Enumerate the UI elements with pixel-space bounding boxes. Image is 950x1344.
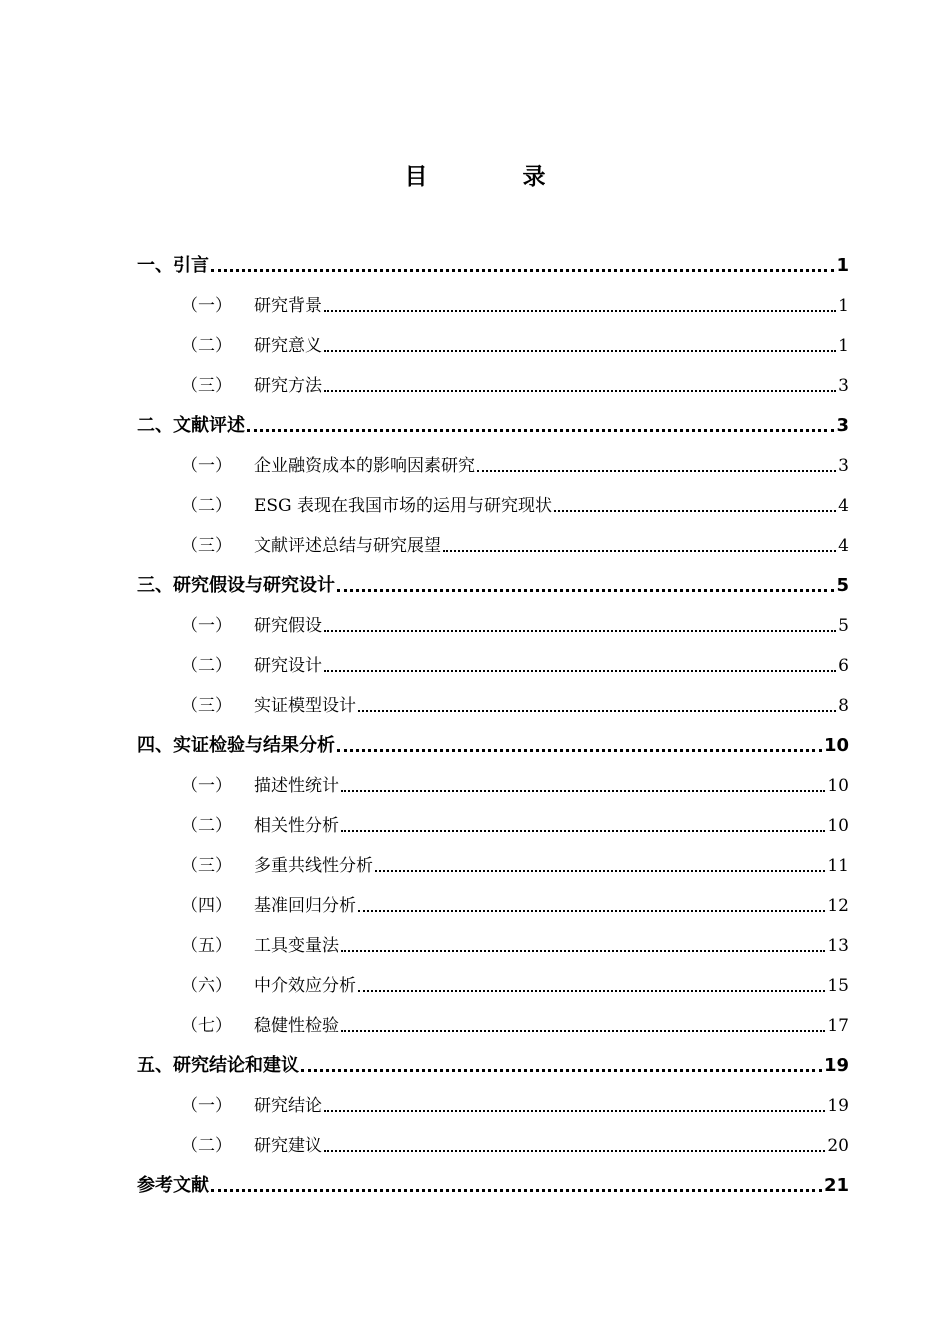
toc-section-entry[interactable] [137, 278, 849, 318]
toc-page-number: 13 [827, 936, 849, 956]
dot-leader [211, 1189, 822, 1192]
toc-entry-label [181, 934, 339, 958]
dot-leader [337, 749, 822, 752]
toc-section-entry[interactable] [137, 678, 849, 718]
toc-section-number: （二） [181, 336, 232, 356]
toc-page-number: 10 [827, 816, 849, 836]
toc-section-title: 文献评述总结与研究展望 [254, 536, 441, 556]
toc-entry-label: 四、实证检验与结果分析 [137, 735, 335, 756]
toc-section-number: （七） [181, 1016, 232, 1036]
toc-section-entry[interactable] [137, 838, 849, 878]
toc-section-title: 稳健性检验 [254, 1016, 339, 1036]
toc-section-title: 多重共线性分析 [254, 856, 373, 876]
toc-entry-label [181, 654, 322, 678]
toc-page-number: 5 [836, 575, 849, 596]
toc-section-number: （六） [181, 976, 232, 996]
toc-entry-label [181, 334, 322, 358]
toc-chapter-entry[interactable] [137, 1158, 849, 1198]
toc-section-entry[interactable] [137, 358, 849, 398]
toc-section-title: 研究背景 [254, 296, 322, 316]
toc-page-number: 15 [827, 976, 849, 996]
toc-entry-label [181, 974, 356, 998]
toc-entry-label [181, 814, 339, 838]
toc-entry-label [181, 1094, 322, 1118]
dot-leader [324, 390, 836, 392]
toc-entry-label [181, 774, 339, 798]
dot-leader [341, 1030, 825, 1032]
toc-entry-label [181, 614, 322, 638]
dot-leader [324, 1110, 825, 1112]
toc-entry-label [181, 1134, 322, 1158]
toc-page-number: 1 [838, 336, 849, 356]
toc-section-title: 中介效应分析 [254, 976, 356, 996]
dot-leader [341, 950, 825, 952]
toc-entry-label: 三、研究假设与研究设计 [137, 575, 335, 596]
toc-page-number: 19 [823, 1055, 849, 1076]
dot-leader [358, 990, 825, 992]
toc-section-number: （三） [181, 376, 232, 396]
toc-section-number: （三） [181, 536, 232, 556]
toc-page-number: 10 [827, 776, 849, 796]
toc-page-number: 5 [838, 616, 849, 636]
toc-section-title: 研究假设 [254, 616, 322, 636]
toc-chapter-entry[interactable] [137, 398, 849, 438]
toc-section-number: （二） [181, 496, 232, 516]
toc-section-title: 研究方法 [254, 376, 322, 396]
dot-leader [341, 790, 825, 792]
toc-page-number: 6 [838, 656, 849, 676]
toc-section-number: （三） [181, 856, 232, 876]
toc-section-number: （一） [181, 296, 232, 316]
toc-section-entry[interactable] [137, 758, 849, 798]
dot-leader [477, 470, 836, 472]
toc-page-number: 11 [827, 856, 849, 876]
toc-section-entry[interactable] [137, 798, 849, 838]
toc-section-number: （三） [181, 696, 232, 716]
dot-leader [324, 1150, 825, 1152]
toc-entry-label: 一、引言 [137, 255, 209, 276]
dot-leader [358, 910, 825, 912]
toc-entry-label [181, 1014, 339, 1038]
toc-section-number: （一） [181, 616, 232, 636]
dot-leader [375, 870, 825, 872]
toc-section-number: （四） [181, 896, 232, 916]
dot-leader [358, 710, 836, 712]
toc-section-title: 研究结论 [254, 1096, 322, 1116]
toc-section-entry[interactable] [137, 598, 849, 638]
dot-leader [324, 630, 836, 632]
toc-section-number: （一） [181, 776, 232, 796]
toc-page-number: 4 [838, 496, 849, 516]
toc-page-number: 21 [823, 1175, 849, 1196]
table-of-contents [137, 238, 849, 1198]
toc-entry-label [181, 294, 322, 318]
toc-chapter-entry[interactable] [137, 238, 849, 278]
toc-section-title: 相关性分析 [254, 816, 339, 836]
toc-section-entry[interactable] [137, 638, 849, 678]
dot-leader [324, 670, 836, 672]
toc-section-entry[interactable] [137, 318, 849, 358]
toc-section-number: （二） [181, 656, 232, 676]
toc-section-entry[interactable] [137, 878, 849, 918]
dot-leader [301, 1069, 822, 1072]
toc-page-number: 1 [836, 255, 849, 276]
toc-section-title: 企业融资成本的影响因素研究 [254, 456, 475, 476]
toc-section-entry[interactable] [137, 518, 849, 558]
toc-section-title: 实证模型设计 [254, 696, 356, 716]
toc-section-entry[interactable] [137, 1118, 849, 1158]
dot-leader [324, 310, 836, 312]
toc-page-number: 17 [827, 1016, 849, 1036]
toc-page-number: 8 [838, 696, 849, 716]
toc-section-title: 基准回归分析 [254, 896, 356, 916]
dot-leader [324, 350, 836, 352]
toc-entry-label: 五、研究结论和建议 [137, 1055, 299, 1076]
toc-page-number: 12 [827, 896, 849, 916]
toc-chapter-entry[interactable] [137, 718, 849, 758]
toc-entry-label [181, 694, 356, 718]
toc-section-title: ESG 表现在我国市场的运用与研究现状 [254, 496, 553, 516]
toc-page-number: 4 [838, 536, 849, 556]
toc-section-title: 研究建议 [254, 1136, 322, 1156]
toc-page-number: 3 [838, 376, 849, 396]
toc-section-entry[interactable] [137, 958, 849, 998]
toc-section-entry[interactable] [137, 998, 849, 1038]
toc-entry-label [181, 374, 322, 398]
toc-section-entry[interactable] [137, 1078, 849, 1118]
dot-leader [554, 510, 836, 512]
toc-entry-label: 二、文献评述 [137, 415, 245, 436]
dot-leader [443, 550, 836, 552]
toc-entry-label [181, 894, 356, 918]
toc-section-number: （一） [181, 456, 232, 476]
toc-page-number: 1 [838, 296, 849, 316]
page-title [0, 158, 950, 191]
toc-section-entry[interactable] [137, 438, 849, 478]
dot-leader [211, 269, 834, 272]
dot-leader [247, 429, 834, 432]
toc-section-number: （二） [181, 1136, 232, 1156]
toc-entry-label: 参考文献 [137, 1175, 209, 1196]
toc-section-title: 描述性统计 [254, 776, 339, 796]
toc-chapter-entry[interactable] [137, 1038, 849, 1078]
toc-entry-label [181, 494, 552, 518]
toc-page-number: 10 [823, 735, 849, 756]
title-char-1: 目 [404, 164, 428, 190]
toc-page-number: 3 [838, 456, 849, 476]
toc-section-title: 研究意义 [254, 336, 322, 356]
toc-entry-label [181, 454, 475, 478]
toc-entry-label [181, 534, 441, 558]
toc-section-title: 工具变量法 [254, 936, 339, 956]
toc-page-number: 20 [827, 1136, 849, 1156]
title-char-2: 录 [522, 164, 546, 190]
toc-section-entry[interactable] [137, 478, 849, 518]
toc-page-number: 19 [827, 1096, 849, 1116]
toc-section-entry[interactable] [137, 918, 849, 958]
toc-page-number: 3 [836, 415, 849, 436]
toc-section-number: （一） [181, 1096, 232, 1116]
toc-chapter-entry[interactable] [137, 558, 849, 598]
dot-leader [337, 589, 834, 592]
toc-section-title: 研究设计 [254, 656, 322, 676]
toc-section-number: （五） [181, 936, 232, 956]
toc-section-number: （二） [181, 816, 232, 836]
toc-entry-label [181, 854, 373, 878]
dot-leader [341, 830, 825, 832]
